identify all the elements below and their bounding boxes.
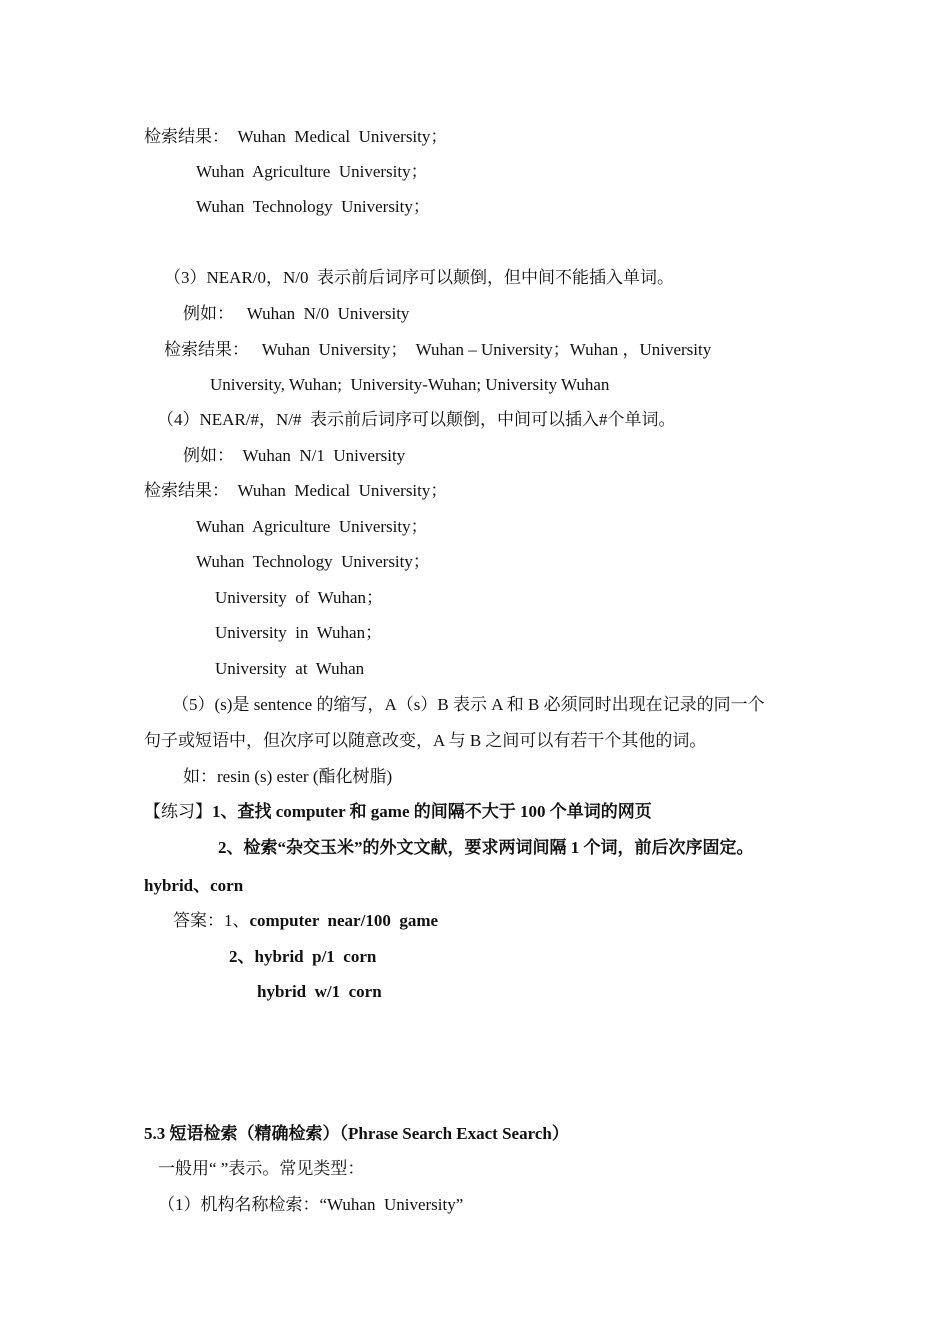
practice-question-2-cont: hybrid、corn bbox=[144, 876, 244, 895]
section-intro: 一般用“ ”表示。常见类型： bbox=[158, 1159, 365, 1178]
practice-line-1 bbox=[144, 800, 652, 824]
near0-example: 例如： Wuhan N/0 University bbox=[183, 304, 410, 323]
nearn-result-3: Wuhan Technology University； bbox=[196, 552, 430, 571]
nearn-result-6: University at Wuhan bbox=[215, 659, 365, 678]
practice-bracket: 【练习】 bbox=[144, 802, 212, 821]
answer-2: 2、hybrid p/1 corn bbox=[229, 947, 377, 966]
practice-question-1: 1、查找 computer 和 game 的间隔不大于 100 个单词的网页 bbox=[212, 802, 652, 821]
nearn-result-4: University of Wuhan； bbox=[215, 588, 384, 607]
nearn-result-1: 检索结果： Wuhan Medical University； bbox=[144, 481, 448, 500]
near0-result-cont: University, Wuhan; University-Wuhan; University Wuhan bbox=[210, 375, 610, 394]
answer-line-1 bbox=[173, 909, 438, 933]
nearn-result-2: Wuhan Agriculture University； bbox=[196, 517, 428, 536]
near0-definition: （3）NEAR/0，N/0 表示前后词序可以颠倒，但中间不能插入单词。 bbox=[164, 268, 674, 287]
nearn-example: 例如： Wuhan N/1 University bbox=[183, 446, 406, 465]
section-heading: 5.3 短语检索（精确检索）（Phrase Search Exact Search） bbox=[144, 1124, 569, 1143]
result-line-3: Wuhan Technology University； bbox=[196, 197, 430, 216]
result-line-2: Wuhan Agriculture University； bbox=[196, 162, 428, 181]
answer-label: 答案：1、 bbox=[173, 911, 250, 930]
nearn-definition: （4）NEAR/#，N/# 表示前后词序可以颠倒，中间可以插入#个单词。 bbox=[157, 410, 676, 429]
nearn-result-5: University in Wuhan； bbox=[215, 623, 383, 642]
near0-result: 检索结果： Wuhan University； Wuhan – University；Wuhan ，University bbox=[164, 340, 712, 359]
sentence-definition-cont: 句子或短语中，但次序可以随意改变，A 与 B 之间可以有若干个其他的词。 bbox=[144, 731, 707, 750]
sentence-definition: （5）(s)是 sentence 的缩写，A（s）B 表示 A 和 B 必须同时出现在记录的同一个 bbox=[172, 695, 765, 714]
practice-question-2: 2、检索“杂交玉米”的外文文献，要求两词间隔 1 个词，前后次序固定。 bbox=[218, 838, 754, 857]
section-item-1: （1）机构名称检索：“Wuhan University” bbox=[158, 1195, 464, 1214]
result-line-1: 检索结果： Wuhan Medical University； bbox=[144, 127, 448, 146]
sentence-example: 如：resin (s) ester (酯化树脂) bbox=[183, 767, 393, 786]
answer-3: hybrid w/1 corn bbox=[257, 982, 382, 1001]
answer-1: computer near/100 game bbox=[249, 911, 439, 930]
